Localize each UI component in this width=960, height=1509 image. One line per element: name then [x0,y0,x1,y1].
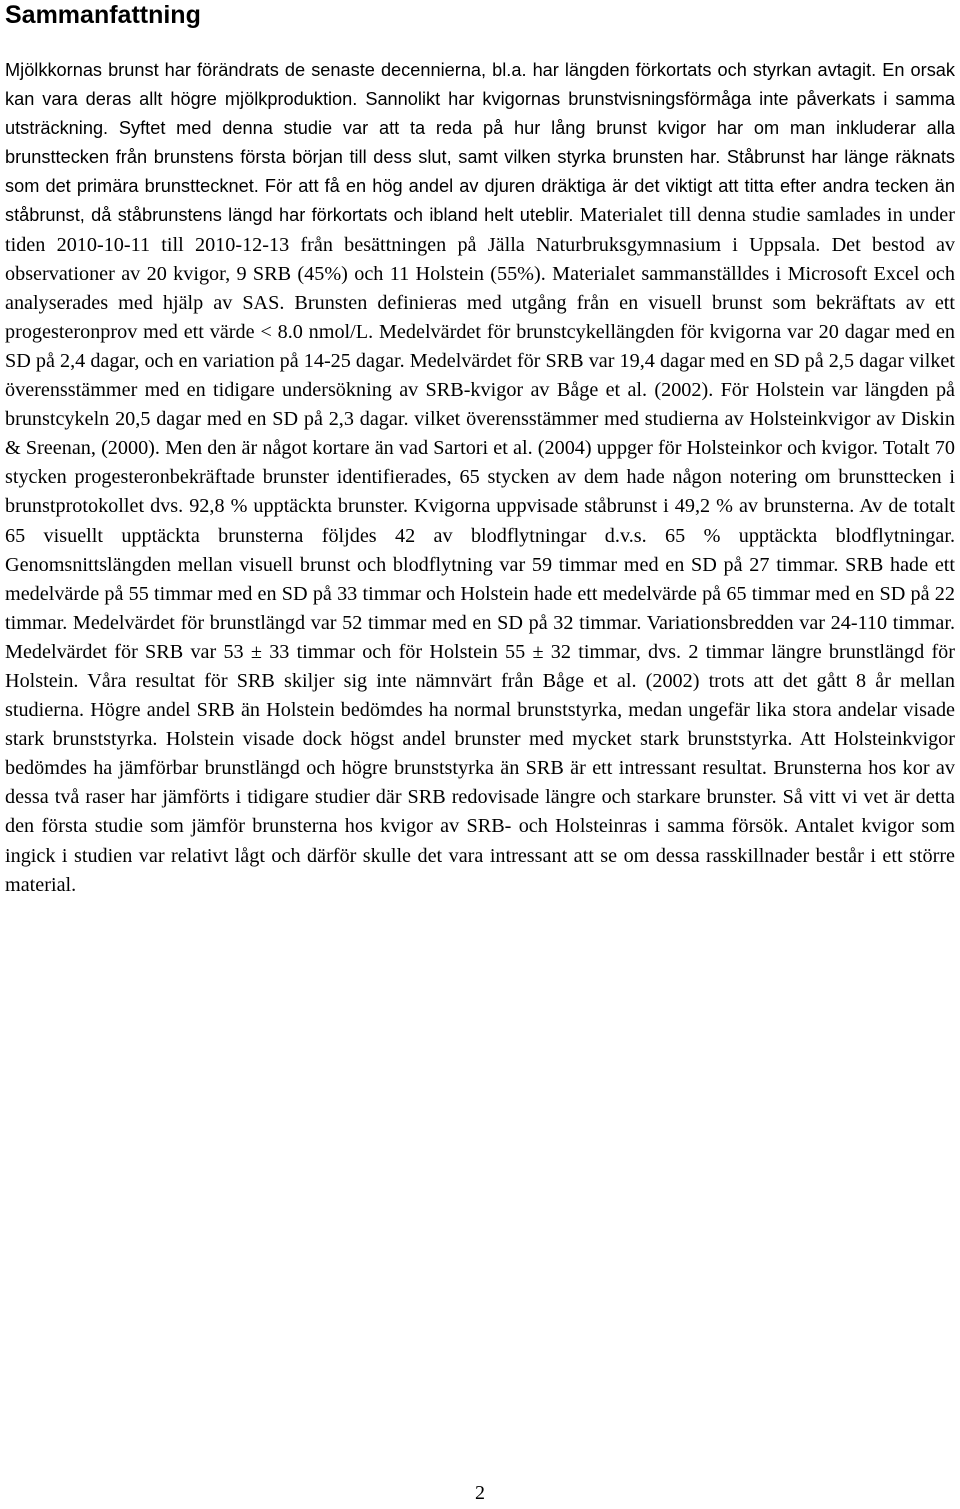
page-number: 2 [475,1482,485,1504]
document-page [5,0,955,919]
summary-paragraph [5,56,955,900]
summary-text-sans: Mjölkkornas brunst har förändrats de senaste decennierna, bl.a. har längden förkortats och styrkan avtagit. En orsak kan vara deras allt högre mjölkproduktion. Sannolikt har kvigornas brunstvisningsförmåga inte påverkats i samma utsträckning. Syftet med denna studie var att ta reda på hur lång brunst kvigor har om man inkluderar alla brunsttecken från brunstens första början till dess slut, samt vilken styrka brunsten har. Ståbrunst har länge räknats som det primära brunsttecknet. För att få en hög andel av djuren dräktiga är det viktigt att titta efter andra tecken än ståbrunst, då ståbrunstens längd har förkortats och ibland helt uteblir. [5,60,955,226]
summary-text-serif: Materialet till denna studie samlades in under tiden 2010-10-11 till 2010-12-13 från besättningen på Jälla Naturbruksgymnasium i Uppsala. Det bestod av observationer av 20 kvigor, 9 SRB (45%) och 11 Holstein (55%). Materialet sammanställdes i Microsoft Excel och analyserades med hjälp av SAS. Brunsten definieras med utgång från en visuell brunst som bekräftats av ett progesteronprov med ett värde < 8.0 nmol/L. Medelvärdet för brunstcykellängden för kvigorna var 20 dagar med en SD på 2,4 dagar, och en variation på 14-25 dagar. Medelvärdet för SRB var 19,4 dagar med en SD på 2,5 dagar vilket överensstämmer med en tidigare undersökning av SRB-kvigor av Båge et al. (2002). För Holstein var längden på brunstcykeln 20,5 dagar med en SD på 2,3 dagar. vilket överensstämmer med studierna av Holsteinkvigor av Diskin & Sreenan, (2000). Men den är något kortare än vad Sartori et al. (2004) uppger för Holsteinkor och kvigor. Totalt 70 stycken progesteronbekräftade brunster identifierades, 65 stycken av dem hade någon notering om brunsttecken i brunstprotokollet dvs. 92,8 % upptäckta brunster. Kvigorna uppvisade ståbrunst i 49,2 % av brunsterna. Av de totalt 65 visuellt upptäckta brunsterna följdes 42 av blodflytningar d.v.s. 65 % upptäckta blodflytningar. Genomsnittslängden mellan visuell brunst och blodflytning var 59 timmar med en SD på 27 timmar. SRB hade ett medelvärde på 55 timmar med en SD på 33 timmar och Holstein hade ett medelvärde på 65 timmar med en SD på 22 timmar. Medelvärdet för brunstlängd var 52 timmar med en SD på 32 timmar. Variationsbredden var 24-110 timmar. Medelvärdet för SRB var 53 ± 33 timmar och för Holstein 55 ± 32 timmar, dvs. 2 timmar längre brunstlängd för Holstein. Våra resultat för SRB skiljer sig inte nämnvärt från Båge et al. (2002) trots att det gått 8 år mellan studierna. Högre andel SRB än Holstein bedömdes ha normal brunststyrka, medan ungefär lika stora andelar visade stark brunststyrka. Holstein visade dock högst andel brunster med mycket stark brunststyrka. Att Holsteinkvigor bedömdes ha jämförbar brunstlängd och högre brunststyrka än SRB är ett intressant resultat. Brunsterna hos kor av dessa två raser har jämförts i tidigare studier där SRB redovisade längre och starkare brunster. Så vitt vi vet är detta den första studie som jämför brunsterna hos kvigor av SRB- och Holsteinras i samma försök. Antalet kvigor som ingick i studien var relativt lågt och därför skulle det vara intressant att se om dessa rasskillnader består i ett större material. [5,204,955,896]
section-heading: Sammanfattning [5,1,201,29]
